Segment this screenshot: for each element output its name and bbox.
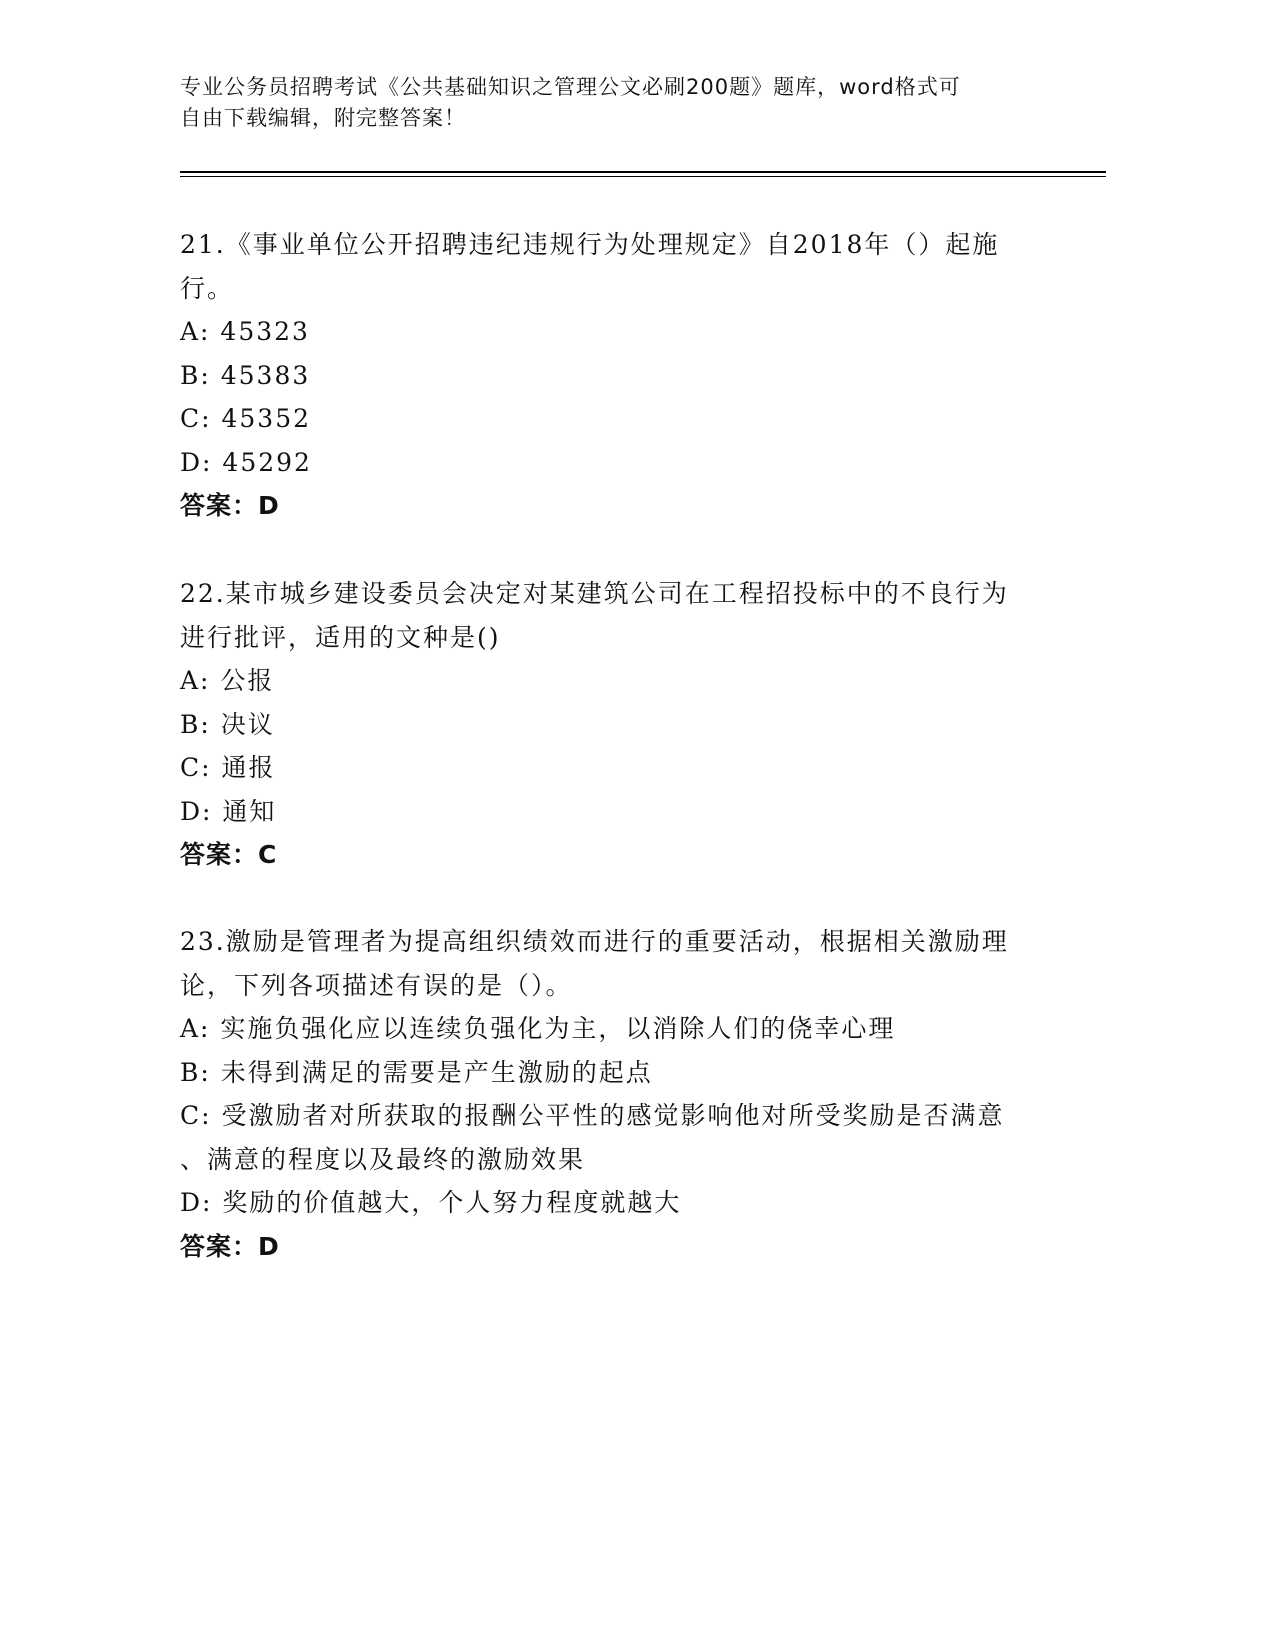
option-a: A: 公报 [180,666,275,695]
option-b: B: 决议 [180,709,275,739]
header-divider [180,171,1106,173]
answer: 答案：D [180,491,280,520]
option-d: D: 奖励的价值越大，个人努力程度就越大 [180,1188,682,1217]
option-c: C: 45352 [180,404,312,433]
question-text: 行。 [180,273,235,303]
option-b: B: 45383 [180,360,311,390]
answer: 答案：C [180,840,278,869]
header-line: 自由下载编辑，附完整答案！ [180,106,466,130]
header-divider [180,176,1106,177]
question-text: 22.某市城乡建设委员会决定对某建筑公司在工程招投标中的不良行为 [180,579,1009,608]
option-a: A: 实施负强化应以连续负强化为主，以消除人们的侥幸心理 [180,1014,896,1043]
option-c-continued: 、满意的程度以及最终的激励效果 [180,1144,586,1174]
option-b: B: 未得到满足的需要是产生激励的起点 [180,1057,653,1087]
option-c: C: 受激励者对所获取的报酬公平性的感觉影响他对所受奖励是否满意 [180,1101,1005,1130]
answer: 答案：D [180,1231,280,1261]
question-21 [180,223,1050,528]
question-23 [180,920,1050,1268]
question-text: 论，下列各项描述有误的是（）。 [180,970,573,1000]
option-d: D: 通知 [180,796,277,826]
option-c: C: 通报 [180,753,276,782]
document-header [180,72,1040,134]
option-a: A: 45323 [180,317,310,346]
question-text: 23.激励是管理者为提高组织绩效而进行的重要活动，根据相关激励理 [180,927,1009,956]
option-d: D: 45292 [180,447,312,477]
header-line: 专业公务员招聘考试《公共基础知识之管理公文必刷200题》题库，word格式可 [180,75,961,99]
question-text: 21.《事业单位公开招聘违纪违规行为处理规定》自2018年（）起施 [180,230,1000,259]
question-text: 进行批评，适用的文种是() [180,622,501,652]
question-22 [180,572,1050,877]
